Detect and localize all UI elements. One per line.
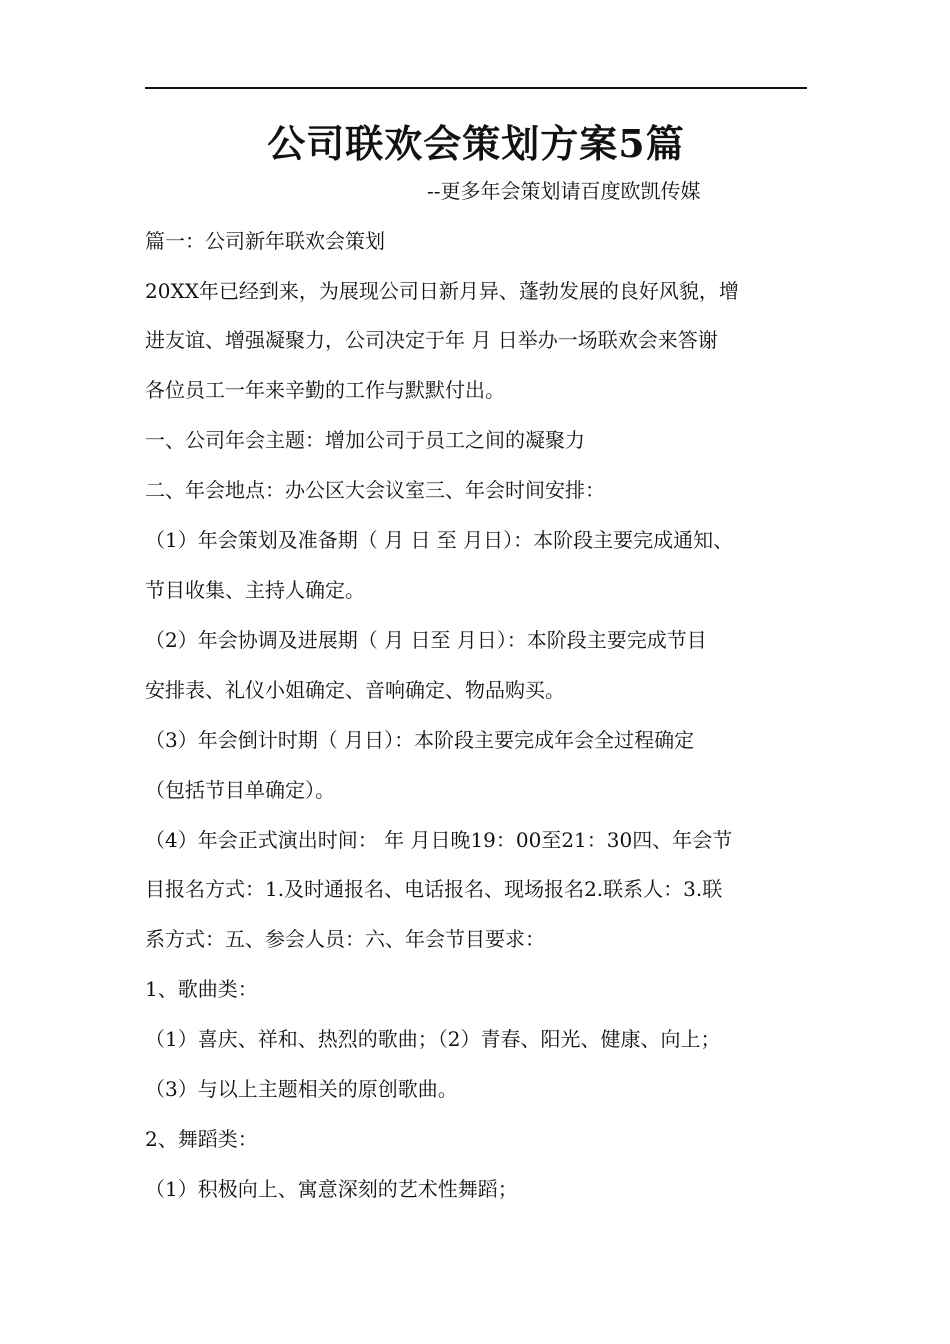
paragraph-line: 进友谊、增强凝聚力，公司决定于年 月 日举办一场联欢会来答谢 — [145, 328, 718, 352]
paragraph-line: （1）喜庆、祥和、热烈的歌曲；（2）青春、阳光、健康、向上； — [145, 1027, 721, 1051]
paragraph-line: （3）与以上主题相关的原创歌曲。 — [145, 1077, 458, 1101]
paragraph-line: 2、舞蹈类： — [145, 1127, 258, 1151]
document-subtitle: --更多年会策划请百度欧凯传媒 — [427, 179, 701, 203]
paragraph-line: （包括节目单确定）。 — [145, 778, 335, 802]
paragraph-line: （3）年会倒计时期（ 月日）：本阶段主要完成年会全过程确定 — [145, 728, 695, 752]
paragraph-line: 20XX年已经到来，为展现公司日新月异、蓬勃发展的良好风貌，增 — [145, 279, 739, 303]
paragraph-line: 1、歌曲类： — [145, 977, 258, 1001]
paragraph-line: 节目收集、主持人确定。 — [145, 578, 365, 602]
paragraph-line: （4）年会正式演出时间： 年 月日晚19：00至21：30四、年会节 — [145, 828, 733, 852]
document-title: 公司联欢会策划方案5篇 — [267, 121, 685, 166]
paragraph-line: 各位员工一年来辛勤的工作与默默付出。 — [145, 378, 505, 402]
paragraph-line: 一、公司年会主题：增加公司于员工之间的凝聚力 — [145, 428, 585, 452]
paragraph-line: 系方式：五、参会人员：六、年会节目要求： — [145, 927, 545, 951]
header-rule — [145, 87, 807, 89]
section-heading: 篇一：公司新年联欢会策划 — [145, 229, 385, 253]
paragraph-line: （1）年会策划及准备期（ 月 日 至 月日）：本阶段主要完成通知、 — [145, 528, 734, 552]
paragraph-line: （2）年会协调及进展期（ 月 日至 月日）：本阶段主要完成节目 — [145, 628, 707, 652]
paragraph-line: （1）积极向上、寓意深刻的艺术性舞蹈； — [145, 1177, 518, 1201]
paragraph-line: 二、年会地点：办公区大会议室三、年会时间安排： — [145, 478, 605, 502]
paragraph-line: 目报名方式：1.及时通报名、电话报名、现场报名2.联系人：3.联 — [145, 877, 723, 901]
paragraph-line: 安排表、礼仪小姐确定、音响确定、物品购买。 — [145, 678, 565, 702]
